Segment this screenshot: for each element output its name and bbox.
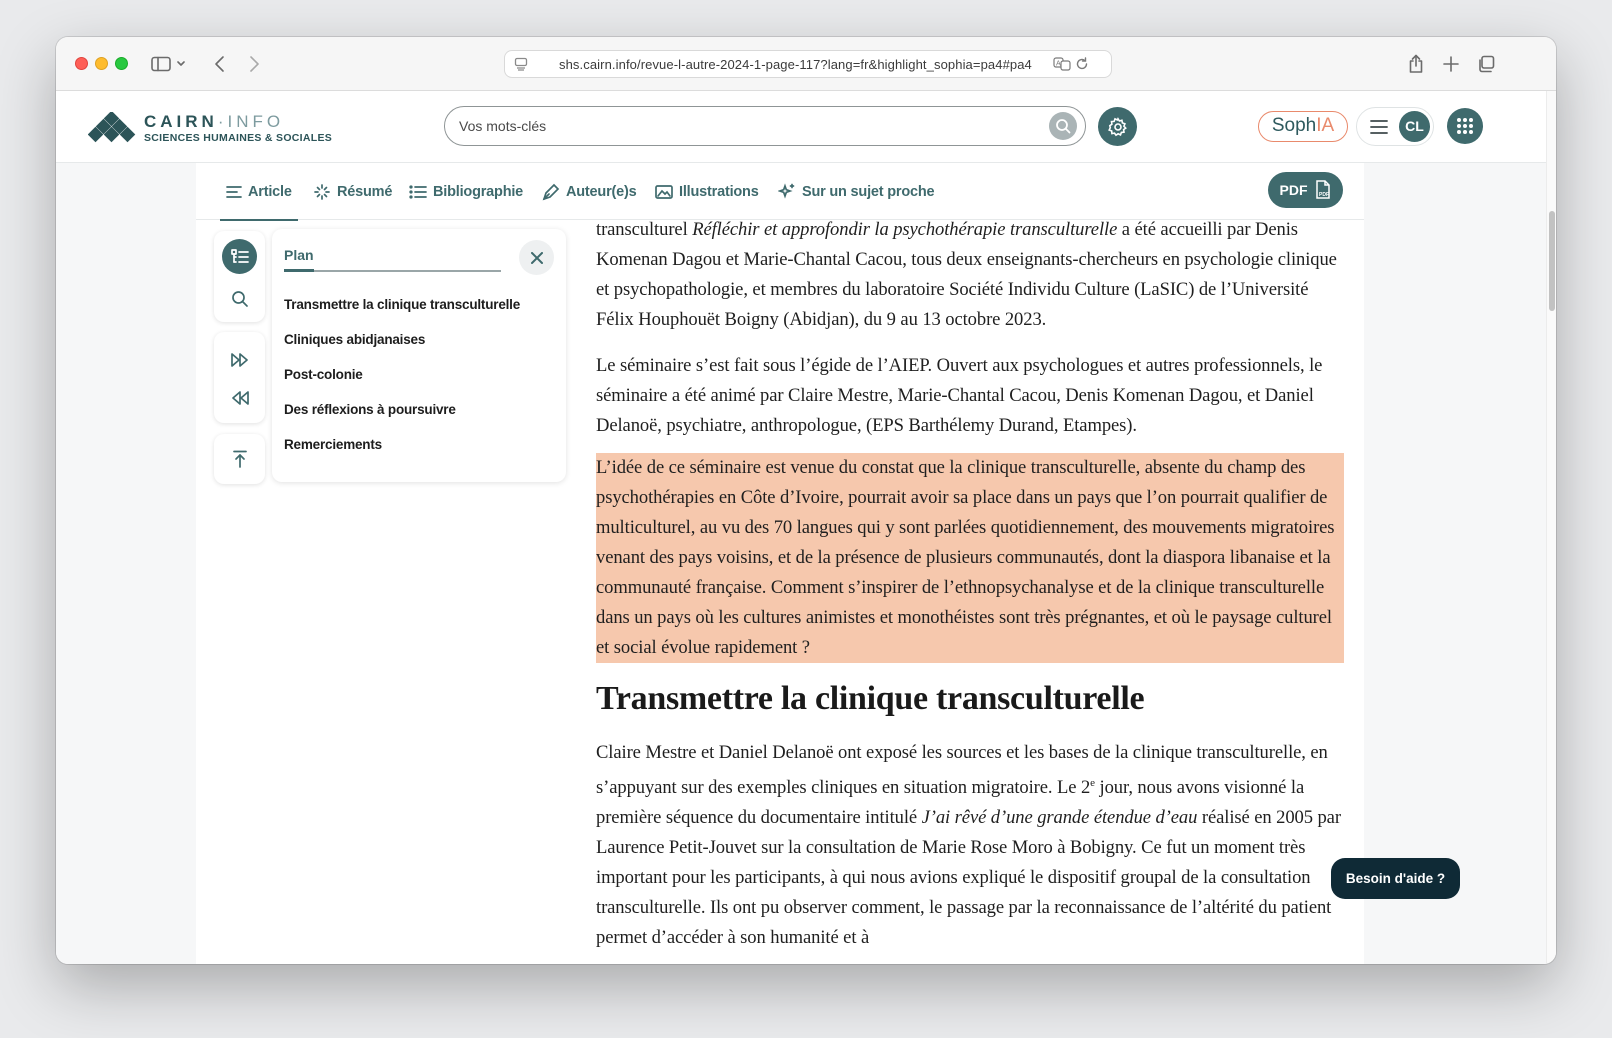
tab-auteurs-label: Auteur(e)s xyxy=(566,183,637,200)
paragraph-4 xyxy=(596,738,1344,953)
logo-info: ·INFO xyxy=(217,112,285,131)
plan-item-cliniques[interactable]: Cliniques abidjanaises xyxy=(284,332,426,347)
site-header xyxy=(56,91,1546,163)
p4-film-title-italic: J’ai rêvé d’une grande étendue d’eau xyxy=(921,807,1198,829)
plan-item-transmettre[interactable]: Transmettre la clinique transculturelle xyxy=(284,297,521,312)
apps-button[interactable] xyxy=(1447,108,1483,144)
paragraph-1 xyxy=(596,215,1344,335)
arrow-to-top-icon xyxy=(233,450,247,468)
svg-text:A: A xyxy=(1056,60,1061,68)
plan-item-post-colonie[interactable]: Post-colonie xyxy=(284,367,363,382)
next-section-button[interactable] xyxy=(222,342,257,377)
page-settings-icon[interactable] xyxy=(514,57,528,76)
address-bar[interactable] xyxy=(504,50,1112,78)
tab-article-label: Article xyxy=(248,183,292,200)
p4-superscript: e xyxy=(1090,777,1095,789)
tab-illustrations-label: Illustrations xyxy=(679,183,759,200)
outline-list-icon xyxy=(231,249,249,265)
back-icon[interactable] xyxy=(208,51,232,77)
p1-text-b: a été accueilli par Denis Komenan Dagou et Marie-Chantal Cacou, tous deux enseignants-chercheurs en psychologie clinique et psychopathologie, et membres du laboratoire Société Individu Culture (LaSIC) de l’Université Félix Houphouët Boigny (Abidjan), du 9 au 13 octobre 2023. xyxy=(596,219,1337,330)
back-to-top-button[interactable] xyxy=(222,441,257,476)
page-scrollbar[interactable] xyxy=(1546,91,1556,964)
share-icon[interactable] xyxy=(1404,51,1428,77)
cairn-diamond-icon xyxy=(88,112,136,146)
url-text: shs.cairn.info/revue-l-autre-2024-1-page-117?lang=fr&highlight_sophia=pa4#pa4 xyxy=(559,57,1032,72)
plan-item-reflexions[interactable]: Des réflexions à poursuivre xyxy=(284,402,456,417)
help-button[interactable]: Besoin d'aide ? xyxy=(1331,858,1460,899)
sparkle-icon xyxy=(313,183,331,201)
previous-section-button[interactable] xyxy=(222,380,257,415)
list-icon xyxy=(409,185,427,199)
pen-icon xyxy=(542,183,560,201)
avatar: CL xyxy=(1399,111,1430,142)
search-in-article-button[interactable] xyxy=(222,281,257,316)
search-input[interactable] xyxy=(459,115,1019,137)
tab-resume[interactable] xyxy=(313,163,392,220)
close-icon xyxy=(531,252,543,264)
rewind-icon xyxy=(231,391,249,405)
svg-text:PDF: PDF xyxy=(1318,192,1329,198)
sidebar-toggle-icon[interactable] xyxy=(148,51,188,77)
tools-group-nav xyxy=(214,332,265,423)
p4-text-c: réalisé en 2005 par Laurence Petit-Jouvet sur la consultation de Marie Rose Moro à Bobigny. Ce fut un moment très important pour les participants, à qui nous avions expliqué le dispositif groupal de la consultation transculturelle. Ils ont pu observer comment, le passage par la reconnaissance de l’altérité du patient permet d’accéder à son humanité et à xyxy=(596,807,1341,949)
tab-bibliographie-label: Bibliographie xyxy=(433,183,524,200)
reload-icon[interactable] xyxy=(1075,57,1089,76)
tab-sujet-proche-label: Sur un sujet proche xyxy=(802,183,935,200)
pdf-button-label: PDF xyxy=(1279,182,1308,198)
search-icon xyxy=(1055,118,1071,134)
user-menu-button[interactable] xyxy=(1356,107,1434,146)
p4-text-a: Claire Mestre et Daniel Delanoë ont exposé les sources et les bases de la clinique transculturelle, en s’appuyant sur des exemples cliniques en situation migratoire. Le 2 xyxy=(596,742,1328,799)
logo-cairn: CAIRN xyxy=(144,112,218,131)
plan-panel xyxy=(272,229,566,482)
tools-group-bottom xyxy=(214,434,265,484)
new-tab-icon[interactable] xyxy=(1439,51,1463,77)
tab-article[interactable] xyxy=(226,163,292,220)
browser-window xyxy=(56,37,1556,964)
hamburger-icon xyxy=(1370,119,1388,135)
scrollbar-thumb[interactable] xyxy=(1549,211,1555,311)
p4-text-b: jour, nous avons visionné la première séquence du documentaire intitulé xyxy=(596,777,1305,829)
fast-forward-icon xyxy=(231,353,249,367)
search-button[interactable] xyxy=(1049,112,1077,140)
sophia-button[interactable] xyxy=(1258,111,1348,142)
plan-title-underline xyxy=(284,269,314,272)
grid-icon xyxy=(1456,117,1474,135)
forward-icon[interactable] xyxy=(242,51,266,77)
sophia-label-suffix: IA xyxy=(1316,115,1335,136)
translate-icon[interactable] xyxy=(1053,57,1071,76)
gear-icon xyxy=(1108,117,1128,137)
plan-close-button[interactable] xyxy=(519,240,554,275)
cairn-logo[interactable] xyxy=(88,109,332,149)
tab-overview-icon[interactable] xyxy=(1474,51,1498,77)
search-box xyxy=(444,106,1086,146)
search-icon xyxy=(231,290,249,308)
plan-title: Plan xyxy=(284,247,314,263)
zoom-window-button[interactable] xyxy=(115,57,128,70)
p1-text-a: transculturel xyxy=(596,219,693,240)
tab-bibliographie[interactable] xyxy=(409,163,523,220)
tools-group-top xyxy=(214,231,265,322)
sophia-label-prefix: Soph xyxy=(1271,115,1317,136)
minimize-window-button[interactable] xyxy=(95,57,108,70)
paragraph-2: Le séminaire s’est fait sous l’égide de l’AIEP. Ouvert aux psychologues et autres professionnels, le séminaire a été animé par Claire Mestre, Marie-Chantal Cacou, Denis Komenan Dagou, et Daniel Delanoë, psychiatre, anthropologue, (EPS Barthélemy Durand, Etampes). xyxy=(596,355,1323,436)
close-window-button[interactable] xyxy=(75,57,88,70)
p1-title-italic: Réfléchir et approfondir la psychothérapie transculturelle xyxy=(692,219,1118,240)
logo-subtitle: SCIENCES HUMAINES & SOCIALES xyxy=(144,132,333,144)
plan-item-remerciements[interactable]: Remerciements xyxy=(284,437,382,452)
text-lines-icon xyxy=(226,185,242,199)
search-settings-button[interactable] xyxy=(1098,107,1137,146)
plan-toggle-button[interactable] xyxy=(222,239,257,274)
section-heading: Transmettre la clinique transculturelle xyxy=(596,680,1145,717)
browser-toolbar xyxy=(56,37,1556,91)
tab-resume-label: Résumé xyxy=(337,183,393,200)
plan-divider xyxy=(284,270,501,272)
article-body xyxy=(596,163,1356,964)
highlighted-paragraph: L’idée de ce séminaire est venue du constat que la clinique transculturelle, absente du champ des psychothérapies en Côte d’Ivoire, pourrait avoir sa place dans un pays que l’on pourrait qualifier de multiculturel, au vu des 70 langues qui y sont parlées quotidiennement, des mouvements migratoires venant des pays voisins, et de la présence de plusieurs communautés, dont la diaspora libanaise et la communauté française. Comment s’inspirer de l’ethnopsychanalyse et de la clinique transculturelle dans un pays où les cultures animistes et monothéistes sont très prégnantes, et où le paysage culturel et social évolue rapidement ? xyxy=(596,453,1344,663)
